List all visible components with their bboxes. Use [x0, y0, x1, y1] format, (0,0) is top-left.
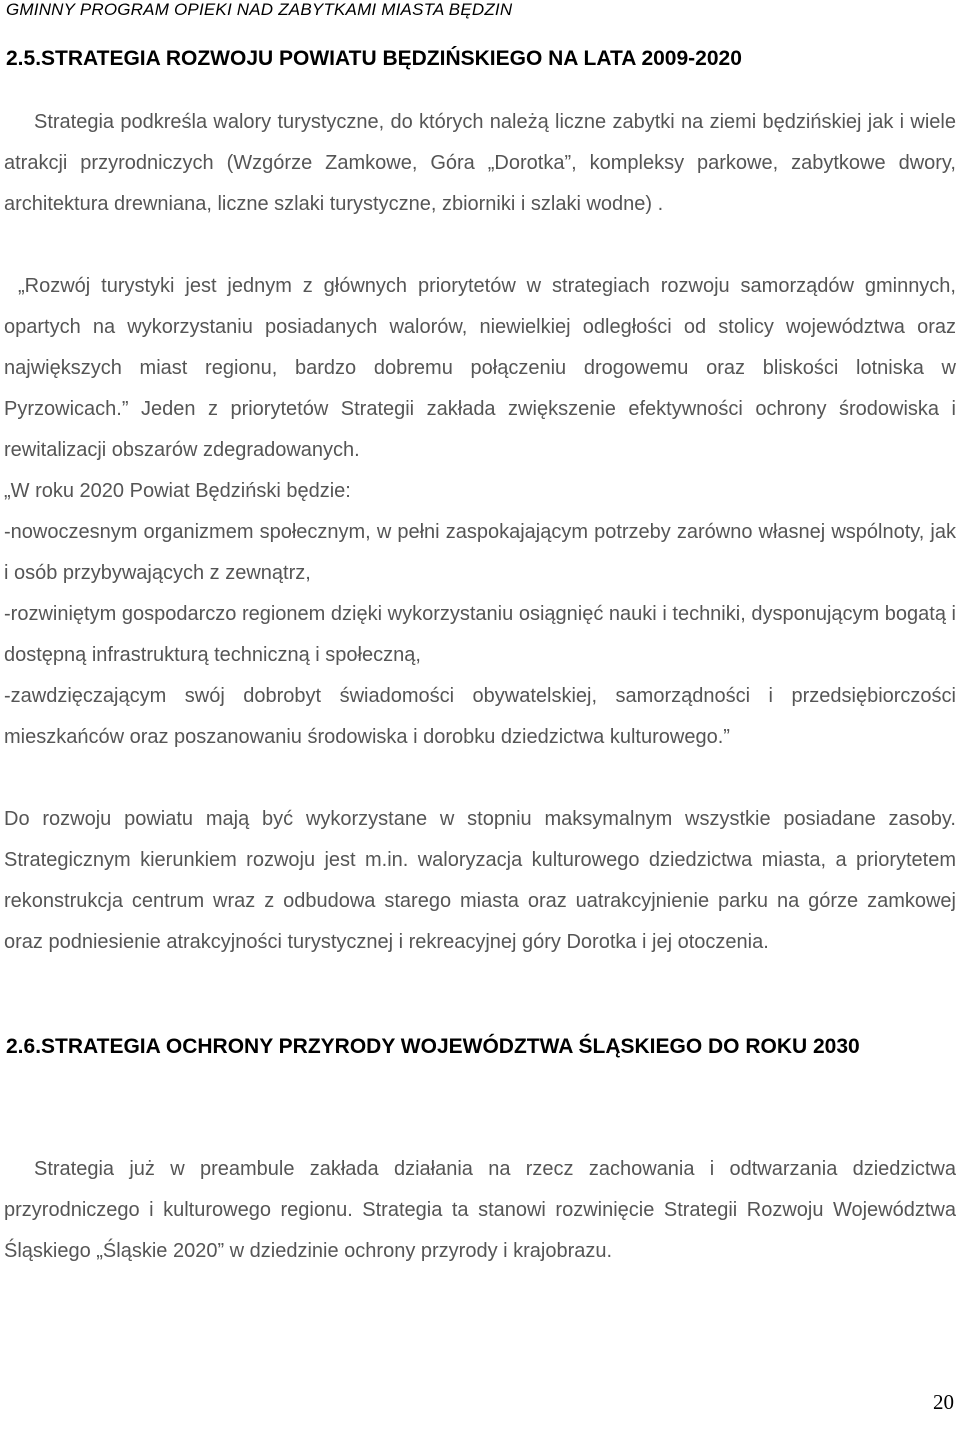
vision-item-1: -nowoczesnym organizmem społecznym, w pełni zaspokajającym potrzeby zarówno własnej wspólnoty, jak i osób przybywających z zewnątrz, — [4, 521, 956, 584]
page-number: 20 — [933, 1390, 954, 1414]
section-heading-2-6: 2.6.STRATEGIA OCHRONY PRZYRODY WOJEWÓDZTWA ŚLĄSKIEGO DO ROKU 2030 — [6, 1035, 860, 1058]
paragraph-vision-intro: „W roku 2020 Powiat Będziński będzie: — [4, 480, 351, 502]
vision-item-3: -zawdzięczającym swój dobrobyt świadomości obywatelskiej, samorządności i przedsiębiorczości mieszkańców oraz poszanowaniu środowiska i dorobku dziedzictwa kulturowego.” — [4, 685, 956, 748]
paragraph-quote-rozwoj: „Rozwój turystyki jest jednym z głównych priorytetów w strategiach rozwoju samorządów gminnych, opartych na wykorzystaniu posiadanych walorów, niewielkiej odległości od stolicy województwa oraz największych miast regionu, bardzo dobremu połączeniu drogowemu oraz bliskości lotniska w Pyrzowicach.” Jeden z priorytetów Strategii zakłada zwiększenie efektywności ochrony środowiska i rewitalizacji obszarów zdegradowanych. — [4, 275, 956, 461]
vision-item-2: -rozwiniętym gospodarczo regionem dzięki wykorzystaniu osiągnięć nauki i techniki, dysponującym bogatą i dostępną infrastrukturą techniczną i społeczną, — [4, 603, 956, 666]
paragraph-strategy-body: Strategia już w preambule zakłada działania na rzecz zachowania i odtwarzania dziedzictwa przyrodniczego i kulturowego regionu. Strategia ta stanowi rozwinięcie Strategii Rozwoju Województwa Śląskiego „Śląskie 2020” w dziedzinie ochrony przyrody i krajobrazu. — [4, 1158, 956, 1262]
paragraph-closing: Do rozwoju powiatu mają być wykorzystane w stopniu maksymalnym wszystkie posiadane zasoby. Strategicznym kierunkiem rozwoju jest m.in. waloryzacja kulturowego dziedzictwa miasta, a priorytetem rekonstrukcja centrum wraz z odbudowa starego miasta oraz uatrakcyjnienie parku na górze zamkowej oraz podniesienie atrakcyjności turystycznej i rekreacyjnej góry Dorotka i jej otoczenia. — [4, 808, 956, 953]
running-header: GMINNY PROGRAM OPIEKI NAD ZABYTKAMI MIASTA BĘDZIN — [6, 0, 513, 19]
section-heading-2-5: 2.5.STRATEGIA ROZWOJU POWIATU BĘDZIŃSKIEGO NA LATA 2009-2020 — [6, 47, 742, 70]
paragraph-intro: Strategia podkreśla walory turystyczne, do których należą liczne zabytki na ziemi będzińskiej jak i wiele atrakcji przyrodniczych (Wzgórze Zamkowe, Góra „Dorotka”, kompleksy parkowe, zabytkowe dwory, architektura drewniana, liczne szlaki turystyczne, zbiorniki i szlaki wodne) . — [4, 111, 956, 215]
